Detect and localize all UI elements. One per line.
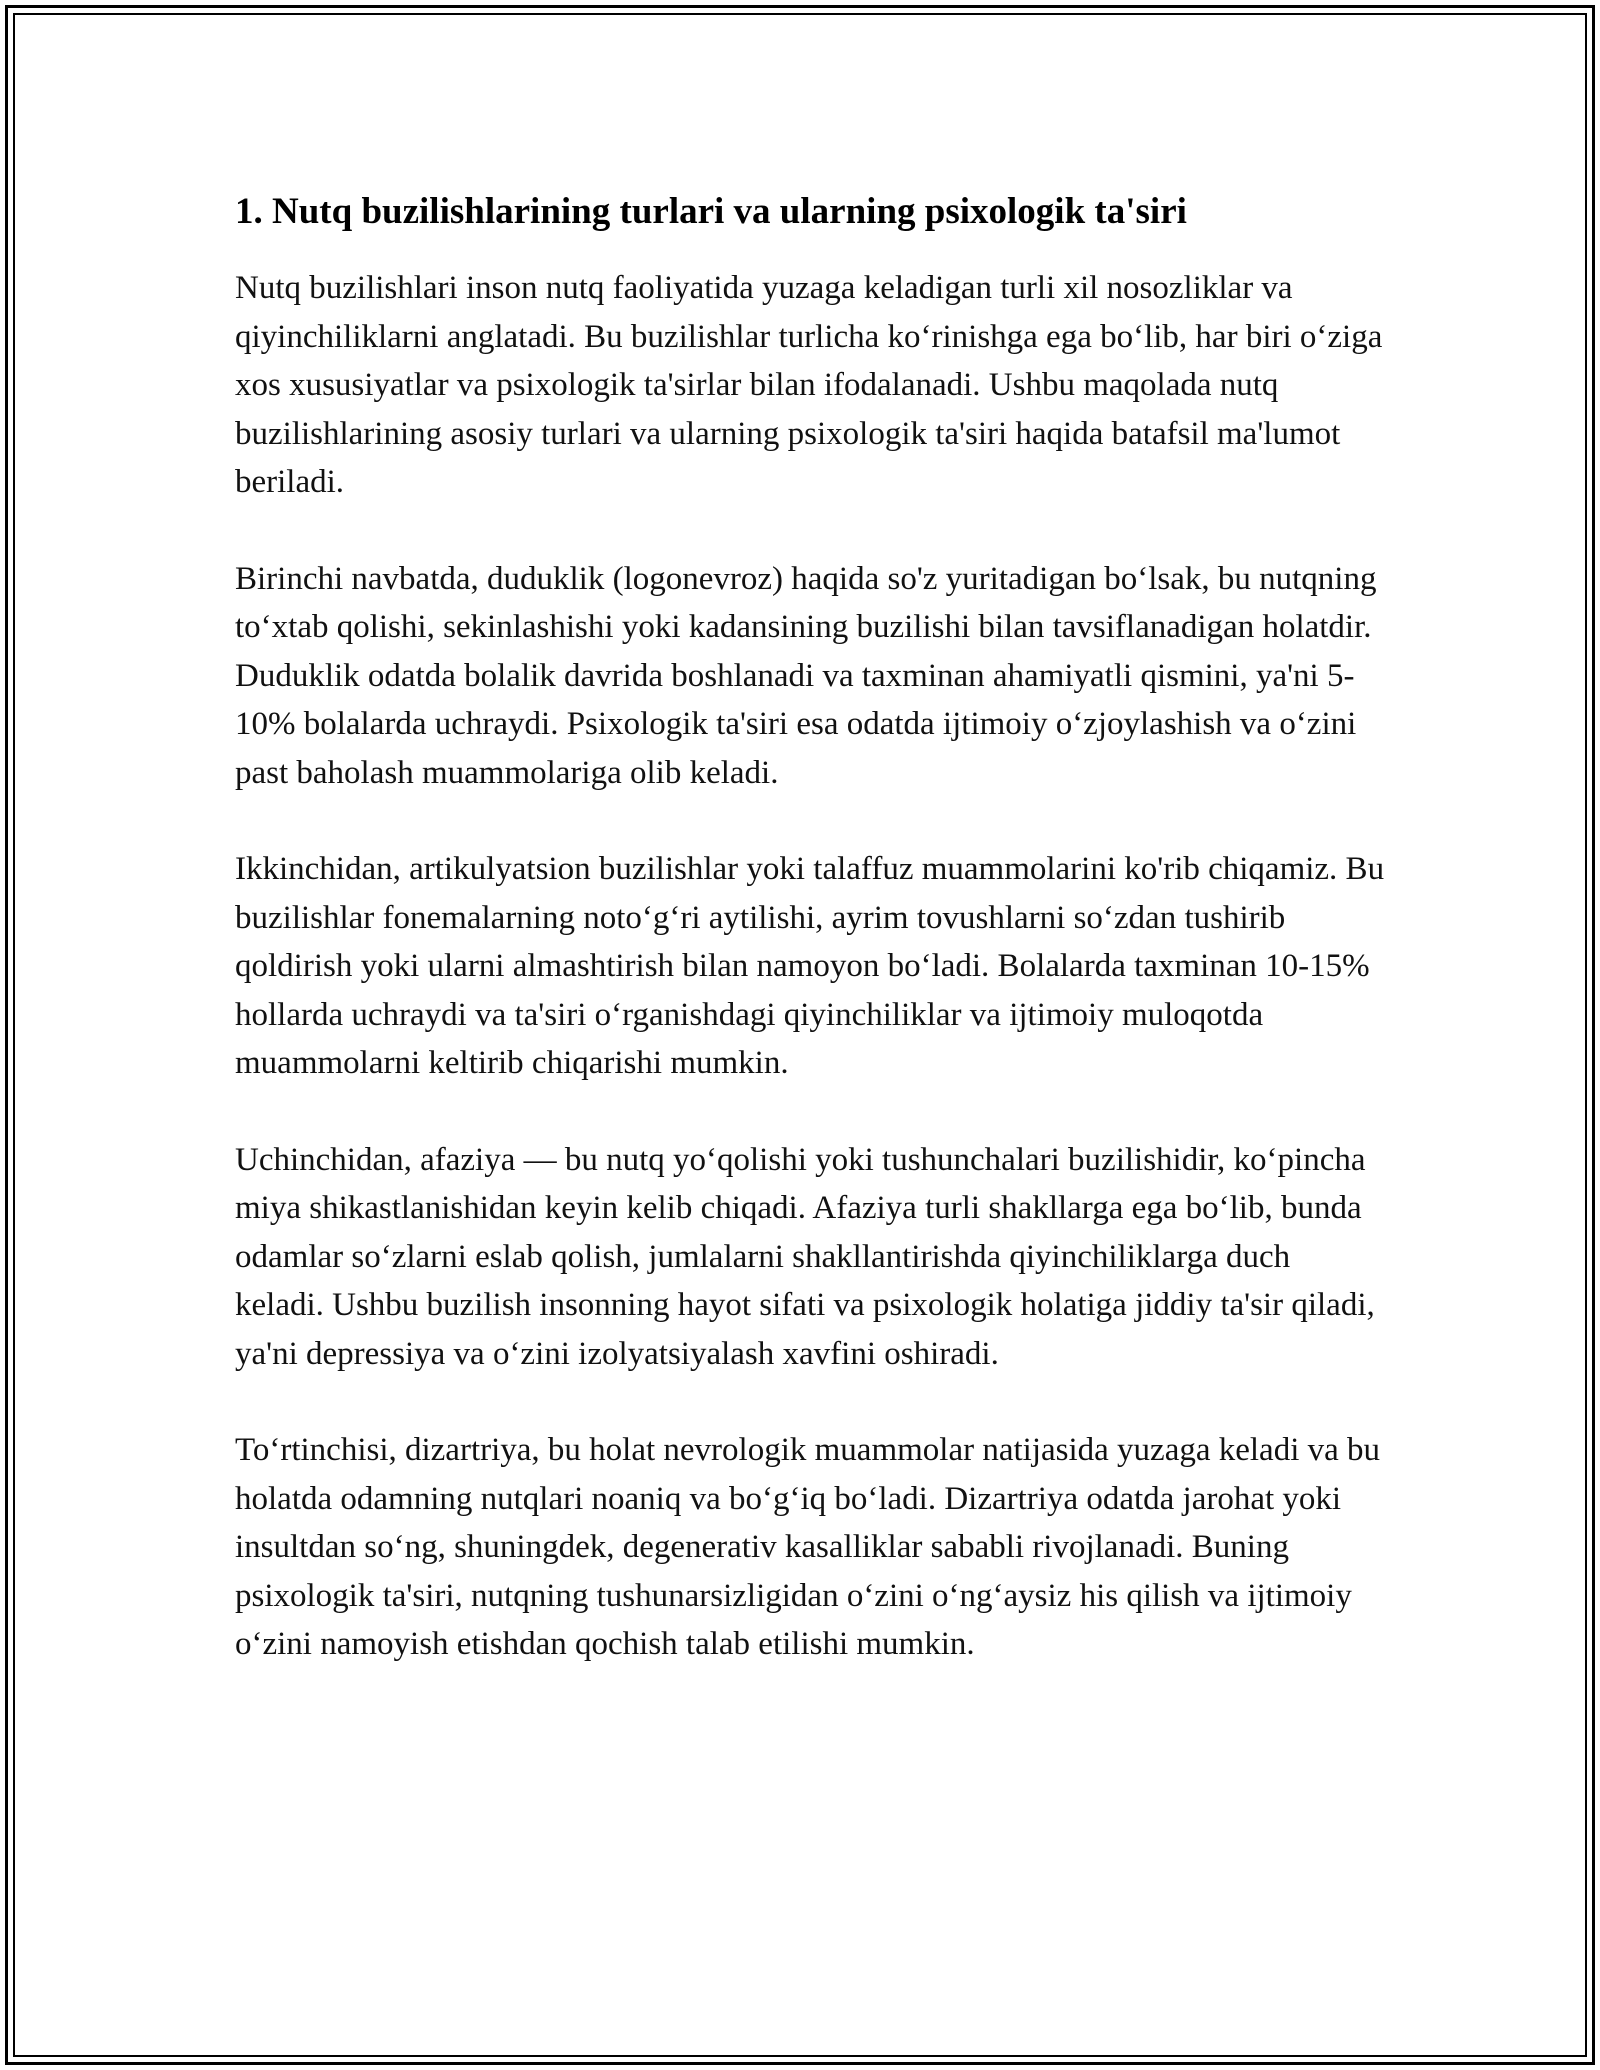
paragraph-stuttering: Birinchi navbatda, duduklik (logonevroz) haqida so'z yuritadigan boʻlsak, bu nutqning toʻxtab qolishi, sekinlashishi yoki kadansining buzilishi bilan tavsiflanadigan holatdir. Duduklik odatda bolalik davrida boshlanadi va taxminan ahamiyatli qismini, ya'ni 5-10% bolalarda uchraydi. Psixologik ta'siri esa odatda ijtimoiy oʻzjoylashish va oʻzini past baholash muammolariga olib keladi.: [235, 560, 1377, 791]
section-heading: 1. Nutq buzilishlarining turlari va ularning psixologik ta'siri: [235, 191, 1187, 232]
document-body: [235, 188, 1385, 1717]
paragraph-aphasia: Uchinchidan, afaziya — bu nutq yoʻqolishi yoki tushunchalari buzilishidir, koʻpincha miya shikastlanishidan keyin kelib chiqadi. Afaziya turli shakllarga ega boʻlib, bunda odamlar soʻzlarni eslab qolish, jumlalarni shakllantirishda qiyinchiliklarga duch keladi. Ushbu buzilish insonning hayot sifati va psixologik holatiga jiddiy ta'sir qiladi, ya'ni depressiya va oʻzini izolyatsiyalash xavfini oshiradi.: [235, 1141, 1375, 1372]
paragraph-articulation: Ikkinchidan, artikulyatsion buzilishlar yoki talaffuz muammolarini ko'rib chiqamiz. Bu buzilishlar fonemalarning notoʻgʻri aytilishi, ayrim tovushlarni soʻzdan tushirib qoldirish yoki ularni almashtirish bilan namoyon boʻladi. Bolalarda taxminan 10-15% hollarda uchraydi va ta'siri oʻrganishdagi qiyinchiliklar va ijtimoiy muloqotda muammolarni keltirib chiqarishi mumkin.: [235, 851, 1385, 1081]
paragraph-intro: Nutq buzilishlari inson nutq faoliyatida yuzaga keladigan turli xil nosozliklar va qiyinchiliklarni anglatadi. Bu buzilishlar turlicha koʻrinishga ega boʻlib, har biri oʻziga xos xususiyatlar va psixologik ta'sirlar bilan ifodalanadi. Ushbu maqolada nutq buzilishlarining asosiy turlari va ularning psixologik ta'siri haqida batafsil ma'lumot beriladi.: [235, 270, 1383, 500]
paragraph-dysarthria: Toʻrtinchisi, dizartriya, bu holat nevrologik muammolar natijasida yuzaga keladi va bu holatda odamning nutqlari noaniq va boʻgʻiq boʻladi. Dizartriya odatda jarohat yoki insultdan soʻng, shuningdek, degenerativ kasalliklar sababli rivojlanadi. Buning psixologik ta'siri, nutqning tushunarsizligidan oʻzini oʻngʻaysiz his qilish va ijtimoiy oʻzini namoyish etishdan qochish talab etilishi mumkin.: [235, 1432, 1381, 1662]
